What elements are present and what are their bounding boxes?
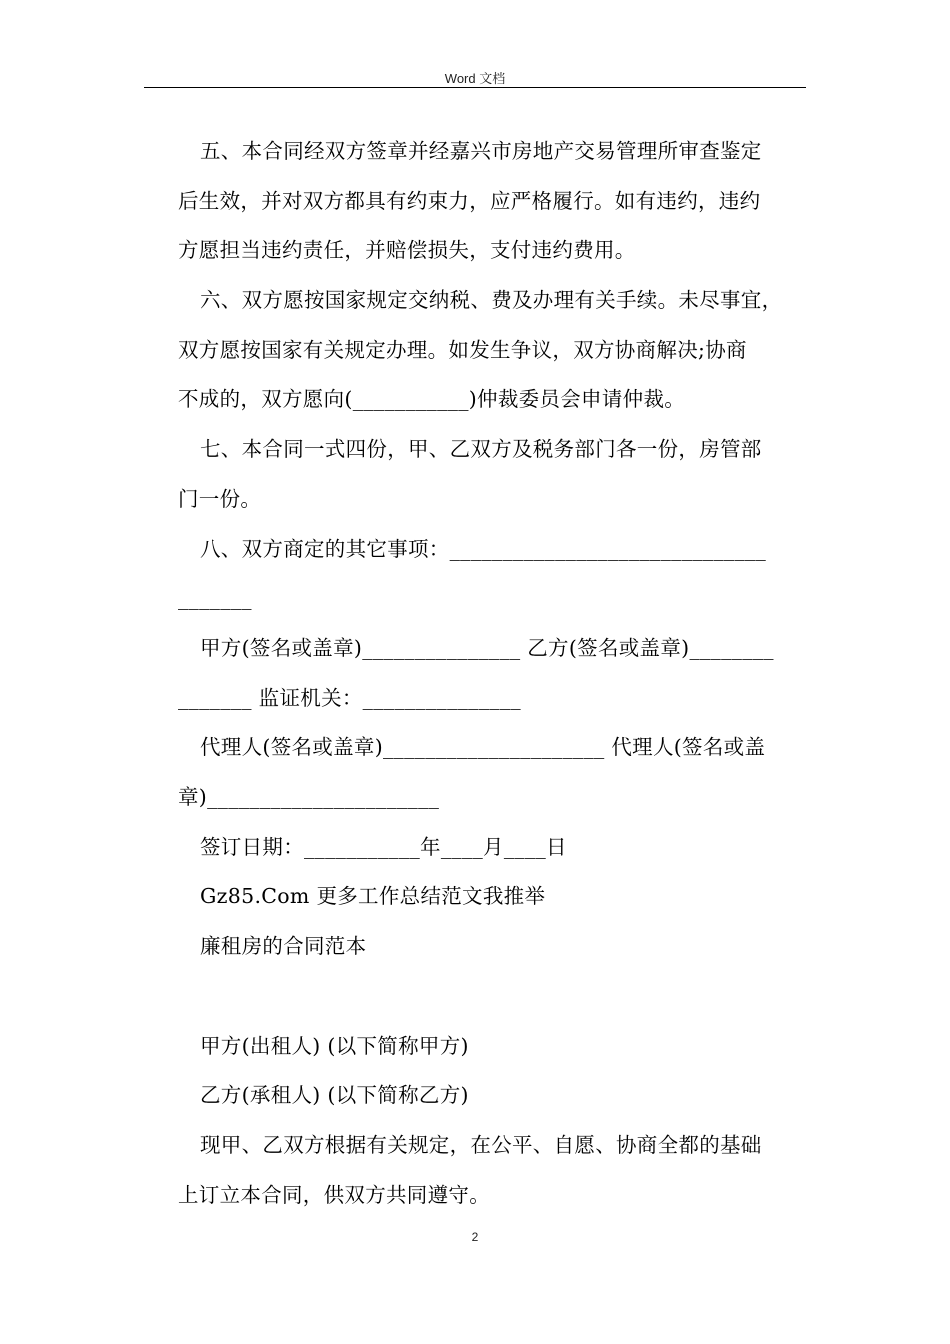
page-number: 2 bbox=[471, 1230, 479, 1244]
page-header-title: Word 文档 bbox=[444, 71, 506, 86]
paragraph-line: 五、本合同经双方签章并经嘉兴市房地产交易管理所审查鉴定 bbox=[200, 139, 762, 163]
paragraph-line: 后生效，并对双方都具有约束力，应严格履行。如有违约，违约 bbox=[178, 189, 761, 213]
paragraph-line: 方愿担当违约责任，并赔偿损失，支付违约费用。 bbox=[178, 238, 636, 262]
paragraph-line: 六、双方愿按国家规定交纳税、费及办理有关手续。未尽事宜， bbox=[200, 288, 783, 312]
paragraph-line: 乙方(承租人) (以下简称乙方) bbox=[200, 1083, 469, 1107]
header-divider bbox=[144, 87, 806, 88]
paragraph-line: 甲方(签名或盖章)_______________ 乙方(签名或盖章)________ bbox=[200, 636, 774, 660]
paragraph-line: 七、本合同一式四份，甲、乙双方及税务部门各一份，房管部 bbox=[200, 437, 762, 461]
paragraph-line: 现甲、乙双方根据有关规定，在公平、自愿、协商全都的基础 bbox=[200, 1133, 762, 1157]
paragraph-line: 代理人(签名或盖章)_____________________ 代理人(签名或盖 bbox=[200, 735, 766, 759]
paragraph-line: 不成的，双方愿向(___________)仲裁委员会申请仲裁。 bbox=[178, 387, 686, 411]
paragraph-line: 双方愿按国家有关规定办理。如发生争议，双方协商解决;协商 bbox=[178, 338, 747, 362]
paragraph-line: 上订立本合同，供双方共同遵守。 bbox=[178, 1183, 490, 1207]
paragraph-line: Gz85.Com 更多工作总结范文我推举 bbox=[200, 884, 546, 908]
paragraph-line: 廉租房的合同范本 bbox=[200, 934, 367, 958]
paragraph-line: _______ 监证机关：_______________ bbox=[178, 686, 521, 710]
paragraph-line: 门一份。 bbox=[178, 487, 262, 511]
paragraph-line: 八、双方商定的其它事项：______________________________ bbox=[200, 537, 767, 561]
paragraph-line: _______ bbox=[178, 586, 252, 610]
paragraph-line: 签订日期：___________年____月____日 bbox=[200, 835, 567, 859]
paragraph-line: 章)______________________ bbox=[178, 785, 440, 809]
paragraph-line: 甲方(出租人) (以下简称甲方) bbox=[200, 1034, 469, 1058]
